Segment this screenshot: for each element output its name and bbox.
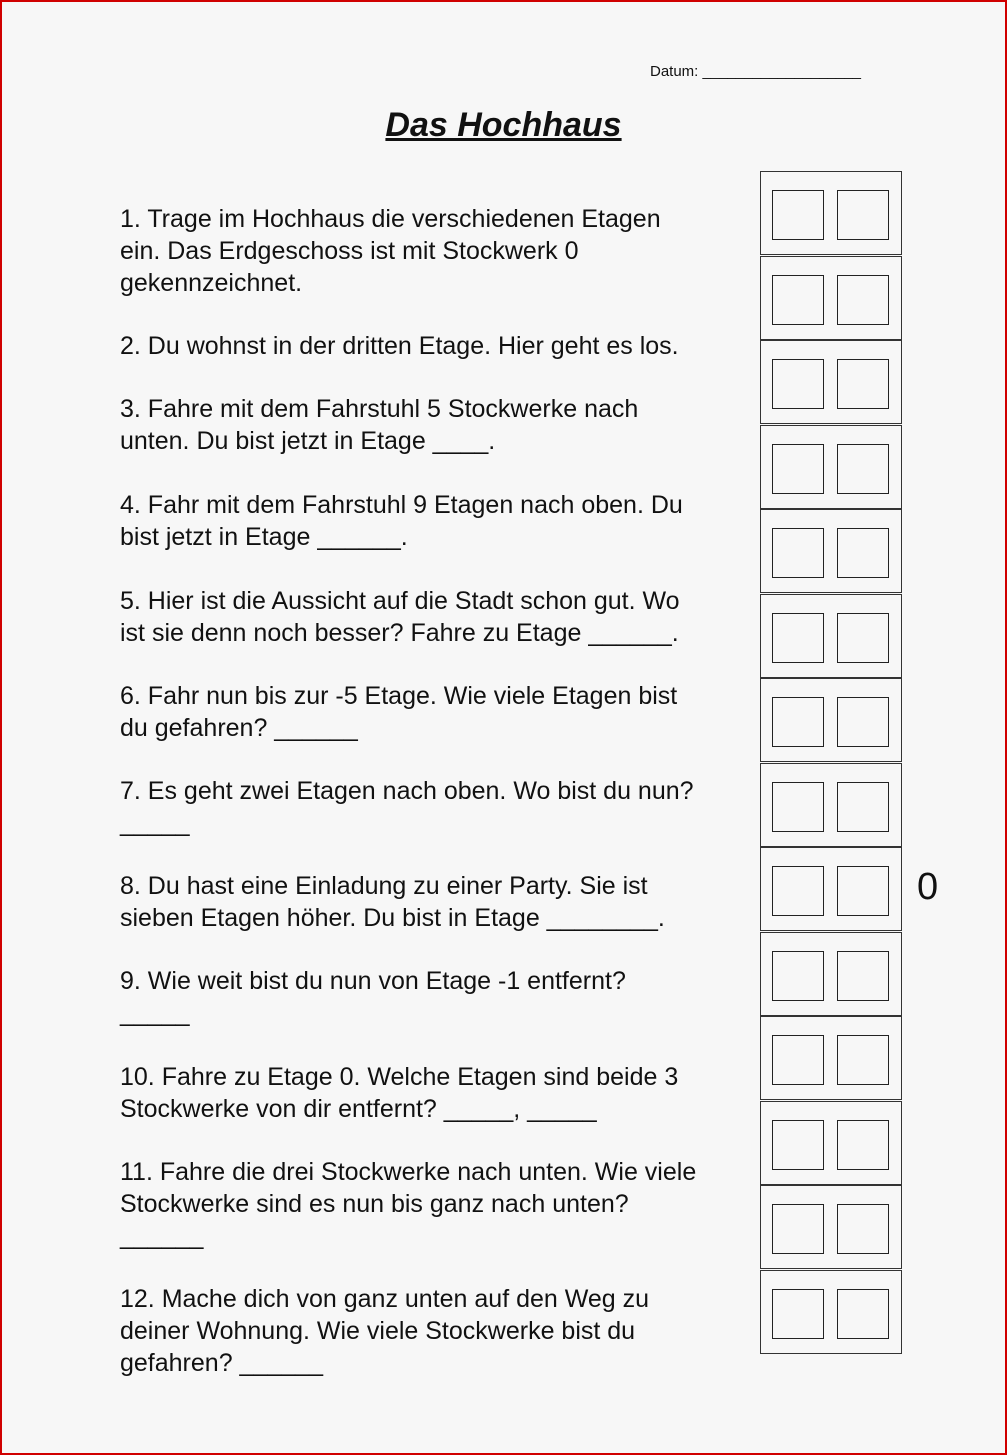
floor-window — [837, 359, 889, 409]
building-floor — [760, 256, 902, 340]
floor-window — [772, 1204, 824, 1254]
floor-window — [837, 613, 889, 663]
floor-window — [837, 951, 889, 1001]
floor-window — [772, 1289, 824, 1339]
task-item: 1. Trage im Hochhaus die verschiedenen Etagen ein. Das Erdgeschoss ist mit Stockwerk 0 gekennzeichnet. — [120, 205, 661, 297]
building-floor — [760, 1185, 902, 1269]
building-floor — [760, 594, 902, 678]
ground-floor-label: 0 — [917, 866, 939, 908]
building-floor — [760, 847, 902, 931]
floor-window — [837, 444, 889, 494]
task-item: 2. Du wohnst in der dritten Etage. Hier geht es los. — [120, 332, 679, 360]
task-item: 3. Fahre mit dem Fahrstuhl 5 Stockwerke nach unten. Du bist jetzt in Etage ____. — [120, 395, 639, 455]
floor-window — [837, 697, 889, 747]
floor-window — [837, 1289, 889, 1339]
floor-window — [837, 190, 889, 240]
floor-window — [772, 275, 824, 325]
task-item: 10. Fahre zu Etage 0. Welche Etagen sind beide 3 Stockwerke von dir entfernt? _____, _____ — [120, 1063, 679, 1123]
floor-window — [837, 1035, 889, 1085]
floor-window — [837, 782, 889, 832]
date-field-label: Datum: ___________________ — [650, 63, 862, 80]
building-floor — [760, 932, 902, 1016]
building-floor — [760, 425, 902, 509]
task-item: 6. Fahr nun bis zur -5 Etage. Wie viele Etagen bist du gefahren? ______ — [120, 682, 678, 742]
floor-window — [772, 1035, 824, 1085]
floor-window — [772, 1120, 824, 1170]
floor-window — [772, 190, 824, 240]
task-item: 7. Es geht zwei Etagen nach oben. Wo bist du nun? _____ — [120, 777, 694, 837]
task-item: 4. Fahr mit dem Fahrstuhl 9 Etagen nach oben. Du bist jetzt in Etage ______. — [120, 491, 683, 551]
task-item: 11. Fahre die drei Stockwerke nach unten. Wie viele Stockwerke sind es nun bis ganz nach unten? ______ — [120, 1158, 697, 1250]
building-floor — [760, 171, 902, 255]
floor-window — [772, 951, 824, 1001]
task-item: 5. Hier ist die Aussicht auf die Stadt schon gut. Wo ist sie denn noch besser? Fahre zu Etage ______. — [120, 587, 680, 647]
task-item: 8. Du hast eine Einladung zu einer Party. Sie ist sieben Etagen höher. Du bist in Etage ________. — [120, 872, 665, 932]
building-floor — [760, 340, 902, 424]
page-title: Das Hochhaus — [385, 106, 622, 144]
task-item: 12. Mache dich von ganz unten auf den Weg zu deiner Wohnung. Wie viele Stockwerke bist du gefahren? ______ — [120, 1285, 650, 1377]
building-floor — [760, 1101, 902, 1185]
floor-window — [837, 1204, 889, 1254]
floor-window — [837, 1120, 889, 1170]
building-floor — [760, 678, 902, 762]
floor-window — [772, 528, 824, 578]
building-floor — [760, 509, 902, 593]
floor-window — [772, 359, 824, 409]
building-floor — [760, 1016, 902, 1100]
building-floor — [760, 1270, 902, 1354]
floor-window — [837, 275, 889, 325]
floor-window — [772, 613, 824, 663]
floor-window — [837, 528, 889, 578]
building-floor — [760, 763, 902, 847]
floor-window — [772, 782, 824, 832]
floor-window — [772, 444, 824, 494]
floor-window — [772, 697, 824, 747]
floor-window — [837, 866, 889, 916]
floor-window — [772, 866, 824, 916]
task-item: 9. Wie weit bist du nun von Etage -1 entfernt? _____ — [120, 967, 626, 1027]
